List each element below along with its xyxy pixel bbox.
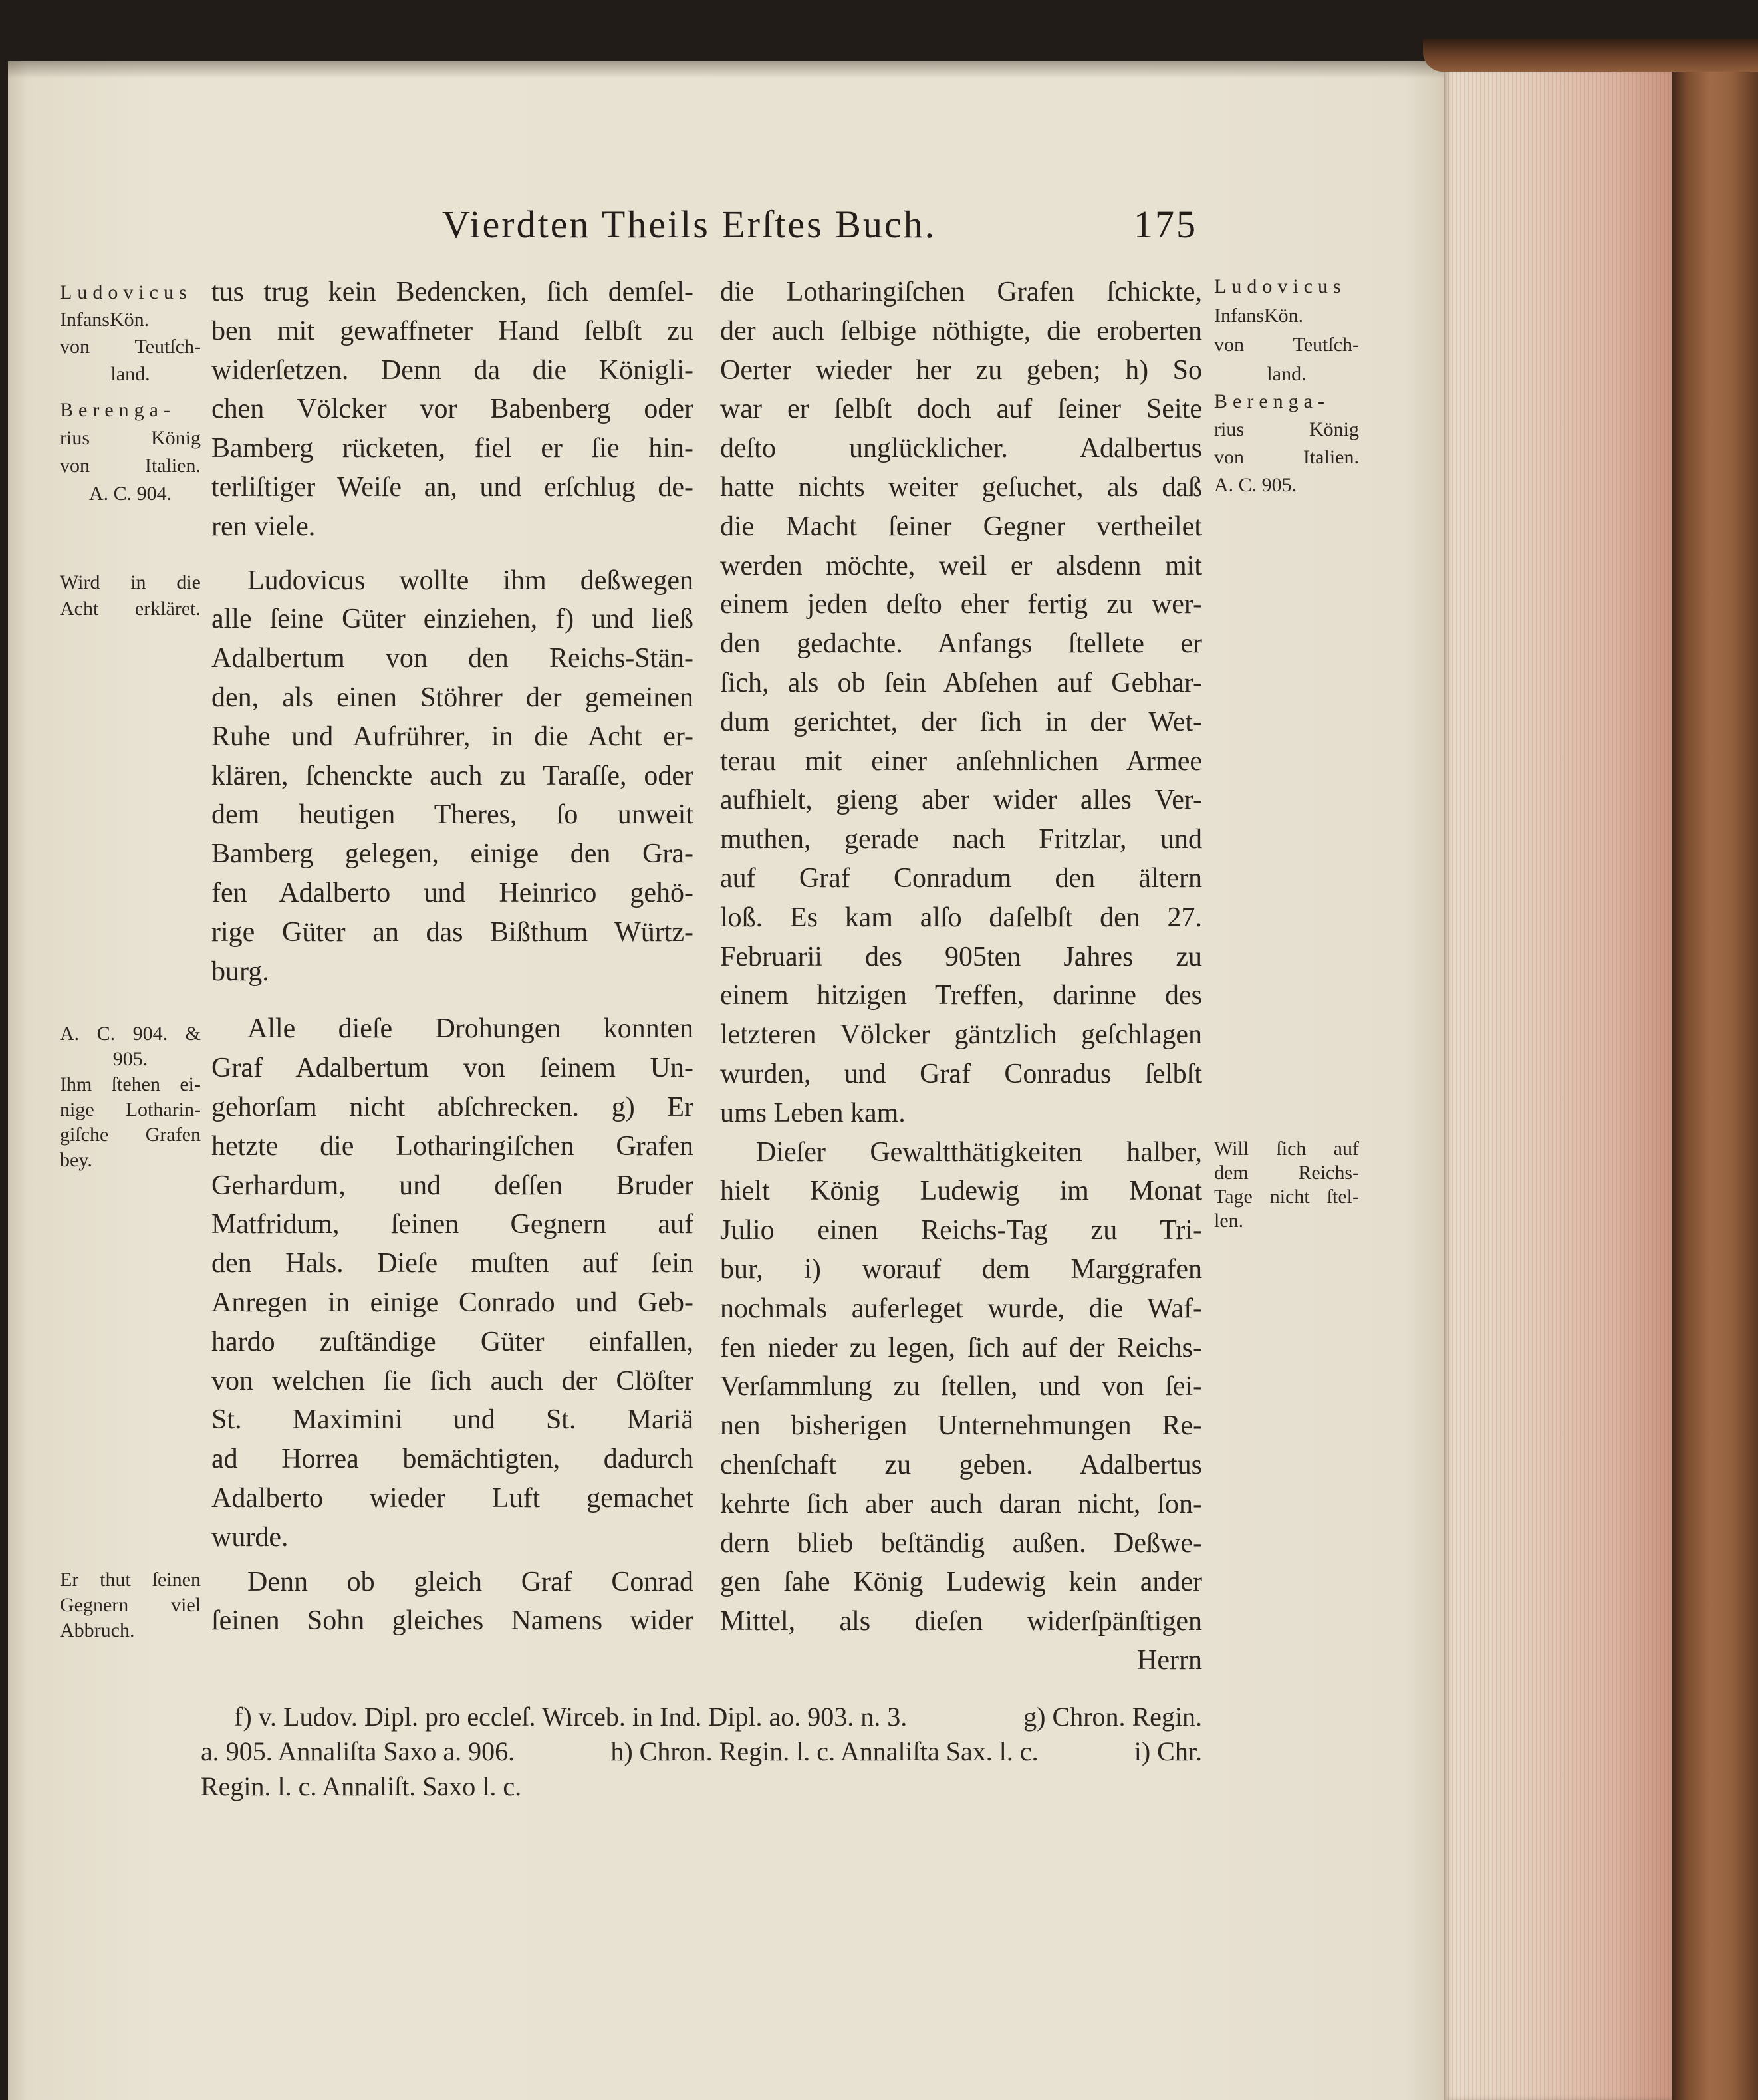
text-line: Matfridum, ſeinen Gegnern auf bbox=[211, 1209, 693, 1240]
text-line: Dieſer Gewaltthätigkeiten halber, bbox=[756, 1136, 1202, 1168]
margin-note-line: Berenga- bbox=[60, 399, 176, 421]
catchword: Herrn bbox=[1137, 1644, 1202, 1676]
margin-note-line: Abbruch. bbox=[60, 1619, 135, 1641]
margin-note-left-2 bbox=[60, 396, 201, 508]
text-line: ſeinen Sohn gleiches Namens wider bbox=[211, 1605, 693, 1637]
text-line: ben mit gewaffneter Hand ſelbſt zu bbox=[211, 315, 693, 346]
footnote-i: i) Chr. bbox=[1134, 1736, 1202, 1766]
text-line: nochmals auferleget wurde, die Waf- bbox=[720, 1293, 1202, 1324]
text-line: Adalbertum von den Reichs-Stän- bbox=[211, 643, 693, 674]
margin-note-line: A. C. 904. & bbox=[60, 1023, 201, 1045]
margin-note-line: InfansKön. bbox=[60, 309, 150, 330]
text-line: rige Güter an das Bißthum Würtz- bbox=[211, 916, 693, 948]
text-line: fen Adalberto und Heinrico gehö- bbox=[211, 877, 693, 908]
text-line: Graf Adalbertum von ſeinem Un- bbox=[211, 1053, 693, 1084]
text-line: ſich, als ob ſein Abſehen auf Gebhar- bbox=[720, 667, 1202, 698]
text-line: dem heutigen Theres, ſo unweit bbox=[211, 799, 693, 831]
margin-note-line: Gegnern viel bbox=[60, 1594, 201, 1616]
margin-note-line: Will ſich auf bbox=[1214, 1138, 1359, 1160]
text-line: kehrte ſich aber auch daran nicht, ſon- bbox=[720, 1488, 1202, 1519]
text-line: hetzte die Lotharingiſchen Grafen bbox=[211, 1130, 693, 1162]
text-line: Mittel, als dieſen widerſpänſtigen bbox=[720, 1606, 1202, 1637]
text-line: chenſchaft zu geben. Adalbertus bbox=[720, 1449, 1202, 1480]
margin-note-line: Berenga- bbox=[1214, 390, 1330, 412]
text-line: den, als einen Stöhrer der gemeinen bbox=[211, 682, 693, 713]
text-line: terliſtiger Weiſe an, und erſchlug de- bbox=[211, 471, 693, 503]
footnote-h: h) Chron. Regin. l. c. Annaliſta Sax. l. c. bbox=[610, 1736, 1039, 1766]
text-line: ums Leben kam. bbox=[720, 1097, 906, 1128]
page-number: 175 bbox=[1134, 203, 1197, 246]
text-line: ren viele. bbox=[211, 511, 316, 542]
book-cover bbox=[1672, 47, 1758, 2100]
text-line: von welchen ſie ſich auch der Clöſter bbox=[211, 1365, 693, 1396]
margin-note-line: land. bbox=[1267, 363, 1307, 385]
text-line: die Lotharingiſchen Grafen ſchickte, bbox=[720, 277, 1202, 307]
book-fore-edge bbox=[1444, 69, 1673, 2100]
margin-note-left-3 bbox=[60, 569, 201, 622]
margin-note-right-1 bbox=[1214, 272, 1359, 389]
text-line: deſto unglücklicher. Adalbertus bbox=[720, 433, 1202, 464]
margin-note-line: rius König bbox=[1214, 418, 1359, 440]
margin-note-line: bey. bbox=[60, 1149, 92, 1171]
text-line: klären, ſchenckte auch zu Taraſſe, oder bbox=[211, 760, 693, 791]
margin-note-line: Ludovicus bbox=[60, 281, 192, 303]
text-line: gehorſam nicht abſchrecken. g) Er bbox=[211, 1091, 693, 1122]
margin-note-line: Er thut ſeinen bbox=[60, 1569, 201, 1591]
margin-note-line: von Italien. bbox=[60, 455, 201, 477]
text-line: nen bisherigen Unternehmungen Re- bbox=[720, 1410, 1202, 1442]
margin-note-line: von Teutſch- bbox=[1214, 334, 1359, 356]
book-cover-top bbox=[1423, 39, 1758, 72]
margin-note-line: A. C. 904. bbox=[88, 483, 172, 505]
margin-note-line: Ihm ſtehen ei- bbox=[60, 1073, 201, 1095]
text-line: dern blieb beſtändig außen. Deßwe- bbox=[720, 1527, 1202, 1559]
footnote-g: g) Chron. Regin. bbox=[1023, 1702, 1202, 1732]
text-line: auf Graf Conradum den ältern bbox=[720, 862, 1202, 894]
running-title: Vierdten Theils Erſtes Buch. bbox=[442, 203, 937, 246]
margin-note-line: InfansKön. bbox=[1214, 305, 1304, 327]
footnote-f: f) v. Ludov. Dipl. pro eccleſ. Wirceb. in Ind. Dipl. ao. 903. n. 3. bbox=[234, 1702, 908, 1732]
text-line: gen ſahe König Ludewig kein ander bbox=[720, 1567, 1202, 1598]
margin-note-right-2 bbox=[1214, 388, 1359, 499]
margin-note-right-3 bbox=[1214, 1137, 1359, 1233]
text-line: der auch ſelbige nöthigte, die eroberten bbox=[720, 315, 1202, 346]
text-line: die Macht ſeiner Gegner vertheilet bbox=[720, 511, 1202, 542]
text-line: Denn ob gleich Graf Conrad bbox=[247, 1566, 693, 1597]
margin-note-left-1 bbox=[60, 279, 201, 388]
margin-note-line: land. bbox=[110, 363, 150, 385]
text-line: Oerter wieder her zu geben; h) So bbox=[720, 354, 1202, 386]
margin-note-line: giſche Grafen bbox=[60, 1124, 201, 1146]
text-line: hielt König Ludewig im Monat bbox=[720, 1176, 1202, 1207]
text-line: ad Horrea bemächtigten, dadurch bbox=[211, 1444, 693, 1475]
text-line: muthen, gerade nach Fritzlar, und bbox=[720, 824, 1202, 855]
margin-note-left-4 bbox=[60, 1021, 201, 1173]
footnote-line-1 bbox=[234, 1700, 1202, 1734]
text-line: einem hitzigen Treffen, darinne des bbox=[720, 980, 1202, 1011]
text-line: Adalberto wieder Luft gemachet bbox=[211, 1482, 693, 1513]
text-line: loß. Es kam alſo daſelbſt den 27. bbox=[720, 902, 1202, 933]
margin-note-line: von Teutſch- bbox=[60, 336, 201, 358]
text-line: Verſammlung zu ſtellen, und von ſei- bbox=[720, 1371, 1202, 1402]
text-line: tus trug kein Bedencken, ſich demſel- bbox=[211, 277, 693, 307]
text-line: Alle dieſe Drohungen konnten bbox=[247, 1013, 693, 1045]
margin-note-line: rius König bbox=[60, 427, 201, 449]
margin-note-line: A. C. 905. bbox=[1214, 474, 1297, 496]
text-line: fen nieder zu legen, ſich auf der Reichs- bbox=[720, 1332, 1202, 1363]
footnote-line-3 bbox=[201, 1770, 1202, 1804]
margin-note-line: Tage nicht ſtel- bbox=[1214, 1186, 1359, 1208]
text-line: Ruhe und Aufrührer, in die Acht er- bbox=[211, 721, 693, 752]
footnote-line-2 bbox=[201, 1734, 1202, 1769]
margin-note-left-5 bbox=[60, 1567, 201, 1643]
text-line: hardo zuſtändige Güter einfallen, bbox=[211, 1326, 693, 1357]
margin-note-line: 905. bbox=[112, 1048, 148, 1070]
text-line: letzteren Völcker gäntzlich geſchlagen bbox=[720, 1019, 1202, 1051]
text-line: widerſetzen. Denn da die Königli- bbox=[211, 354, 693, 386]
text-line: chen Völcker vor Babenberg oder bbox=[211, 394, 693, 425]
text-line: einem jeden deſto eher fertig zu wer- bbox=[720, 589, 1202, 620]
text-line: terau mit einer anſehnlichen Armee bbox=[720, 745, 1202, 777]
text-line: Julio einen Reichs-Tag zu Tri- bbox=[720, 1215, 1202, 1246]
text-line: Anregen in einige Conrado und Geb- bbox=[211, 1287, 693, 1318]
margin-note-line: Ludovicus bbox=[1214, 275, 1346, 297]
text-line: den Hals. Dieſe muſten auf ſein bbox=[211, 1248, 693, 1279]
text-line: alle ſeine Güter einziehen, f) und ließ bbox=[211, 604, 693, 635]
text-line: burg. bbox=[211, 956, 269, 987]
text-line: Ludovicus wollte ihm deßwegen bbox=[247, 565, 693, 596]
text-line: war er ſelbſt doch auf ſeiner Seite bbox=[720, 394, 1202, 425]
text-column-1 bbox=[211, 273, 693, 1641]
page-top-shadow bbox=[8, 61, 1444, 78]
text-line: wurde. bbox=[211, 1521, 289, 1553]
text-line: Februarii des 905ten Jahres zu bbox=[720, 941, 1202, 972]
text-line: aufhielt, gieng aber wider alles Ver- bbox=[720, 785, 1202, 816]
text-line: Bamberg rücketen, fiel er ſie hin- bbox=[211, 433, 693, 464]
text-line: hatte nichts weiter geſuchet, als daß bbox=[720, 471, 1202, 503]
text-line: St. Maximini und St. Mariä bbox=[211, 1404, 693, 1436]
footnote-i-continued: Regin. l. c. Annaliſt. Saxo l. c. bbox=[201, 1772, 522, 1801]
margin-note-line: Wird in die bbox=[60, 571, 201, 593]
margin-note-line: len. bbox=[1214, 1210, 1244, 1232]
margin-note-line: dem Reichs- bbox=[1214, 1162, 1359, 1184]
text-line: dum gerichtet, der ſich in der Wet- bbox=[720, 706, 1202, 737]
text-line: werden möchte, weil er alsdenn mit bbox=[720, 550, 1202, 581]
text-line: bur, i) worauf dem Marggrafen bbox=[720, 1253, 1202, 1285]
margin-note-line: von Italien. bbox=[1214, 446, 1359, 468]
footnote-g-continued: a. 905. Annaliſta Saxo a. 906. bbox=[201, 1736, 515, 1766]
text-line: den gedachte. Anfangs ſtellete er bbox=[720, 628, 1202, 660]
margin-note-line: Acht erkläret. bbox=[60, 598, 201, 620]
text-line: Bamberg gelegen, einige den Gra- bbox=[211, 839, 693, 870]
text-line: Gerhardum, und deſſen Bruder bbox=[211, 1170, 693, 1201]
text-line: wurden, und Graf Conradus ſelbſt bbox=[720, 1058, 1202, 1089]
text-column-2 bbox=[720, 273, 1202, 1680]
margin-note-line: nige Lotharin- bbox=[60, 1099, 201, 1120]
